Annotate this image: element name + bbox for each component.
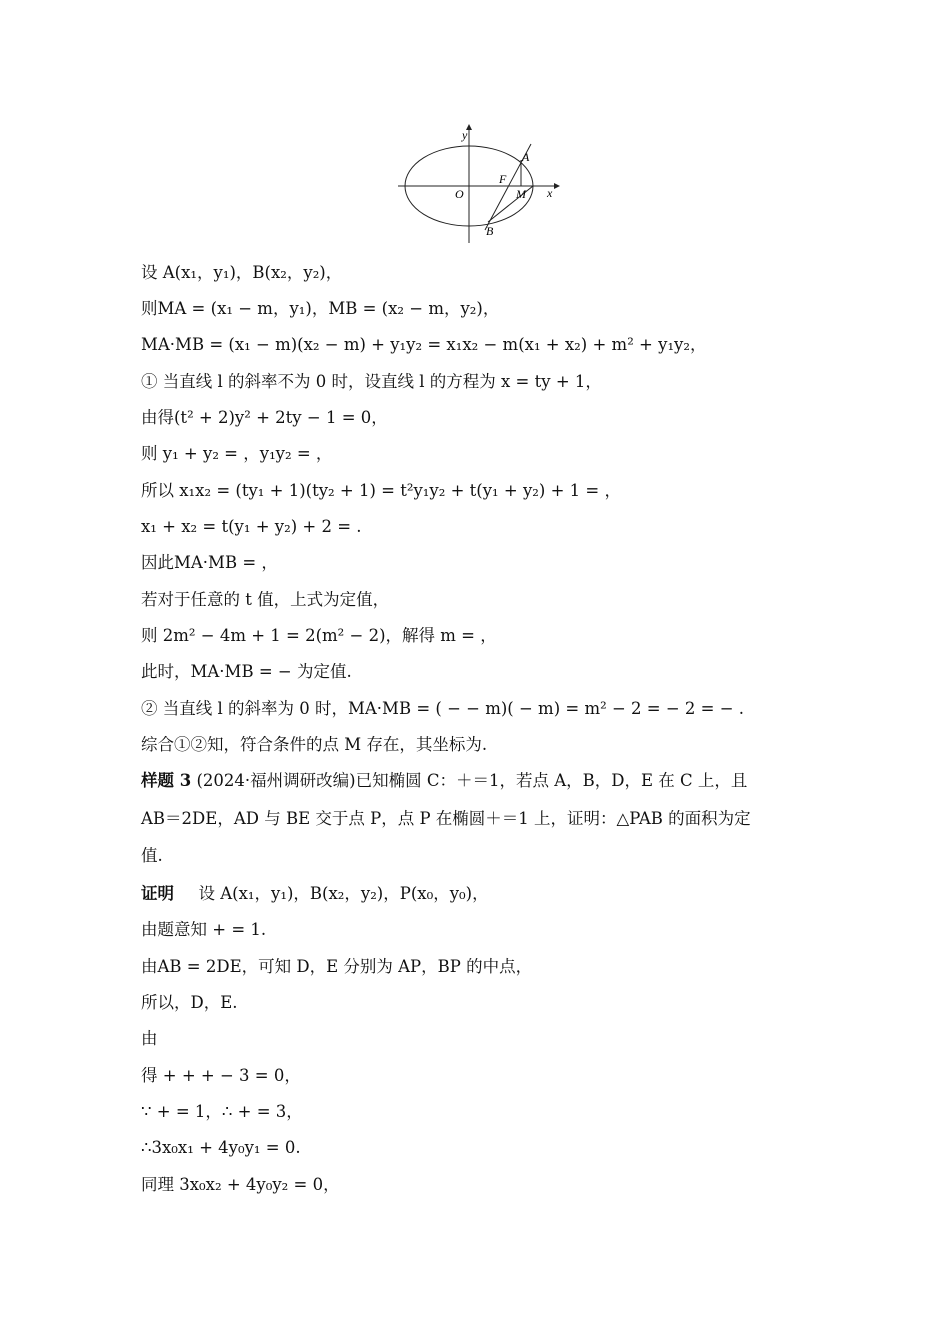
label-y: y: [462, 128, 468, 142]
text-line: ② 当直线 l 的斜率为 0 时，MA·MB = ( − − m)( − m) = m² − 2 = − 2 = − .: [141, 699, 745, 718]
label-o: O: [455, 187, 464, 201]
text-line: 由得(t² + 2)y² + 2ty − 1 = 0，: [141, 408, 388, 427]
text-line: 所以 x₁x₂ = (ty₁ + 1)(ty₂ + 1) = t²y₁y₂ + t(y₁ + y₂) + 1 = ，: [141, 481, 621, 500]
text-line: 若对于任意的 t 值，上式为定值，: [141, 590, 390, 609]
label-b: B: [486, 224, 494, 238]
text-line: ∴3x₀x₁ + 4y₀y₁ = 0.: [141, 1138, 301, 1157]
text-line: 设 A(x₁，y₁)，B(x₂，y₂)，: [141, 263, 343, 282]
text-line: x₁ + x₂ = t(y₁ + y₂) + 2 = .: [141, 517, 362, 536]
example-text: (2024·福州调研改编)已知椭圆 C：＋＝1，若点 A，B，D，E 在 C 上，且: [196, 771, 748, 790]
text-line: 综合①②知，符合条件的点 M 存在，其坐标为.: [141, 735, 488, 754]
text-line: 此时，MA·MB = − 为定值.: [141, 662, 352, 681]
example-problem-line: [141, 770, 747, 792]
text-line: ① 当直线 l 的斜率不为 0 时，设直线 l 的方程为 x = ty + 1，: [141, 372, 602, 391]
text-line: 由题意知 + = 1.: [141, 920, 267, 939]
label-a: A: [522, 150, 530, 164]
text-line: AB＝2DE，AD 与 BE 交于点 P，点 P 在椭圆＋＝1 上，证明：△PAB 的面积为定: [141, 809, 751, 828]
proof-label: 证明: [141, 884, 174, 903]
proof-text: 设 A(x₁，y₁)，B(x₂，y₂)，P(x₀，y₀)，: [198, 884, 489, 903]
proof-line: [141, 883, 489, 905]
example-label: 样题 3: [141, 771, 192, 790]
label-x: x: [547, 186, 553, 200]
text-line: 得 + + + − 3 = 0，: [141, 1066, 301, 1085]
text-line: 同理 3x₀x₂ + 4y₀y₂ = 0，: [141, 1175, 340, 1194]
text-line: 则 2m² − 4m + 1 = 2(m² − 2)，解得 m = ，: [141, 626, 497, 645]
ellipse-diagram: [396, 120, 566, 245]
text-line: 则MA = (x₁ − m，y₁)，MB = (x₂ − m，y₂)，: [141, 299, 500, 318]
text-line: 由AB = 2DE，可知 D，E 分别为 AP，BP 的中点，: [141, 957, 533, 976]
label-m: M: [516, 187, 526, 201]
x-axis-arrow: [554, 183, 560, 189]
text-line: 则 y₁ + y₂ = ，y₁y₂ = ，: [141, 444, 333, 463]
text-line: ∵ + = 1，∴ + = 3，: [141, 1102, 303, 1121]
text-line: 值.: [141, 846, 163, 865]
text-line: 因此MA·MB = ，: [141, 553, 278, 572]
text-line: 由: [141, 1029, 158, 1048]
ellipse-figure: [396, 120, 566, 245]
label-f: F: [499, 172, 507, 186]
text-line: MA·MB = (x₁ − m)(x₂ − m) + y₁y₂ = x₁x₂ − m(x₁ + x₂) + m² + y₁y₂，: [141, 335, 707, 354]
text-line: 所以，D，E.: [141, 993, 238, 1012]
